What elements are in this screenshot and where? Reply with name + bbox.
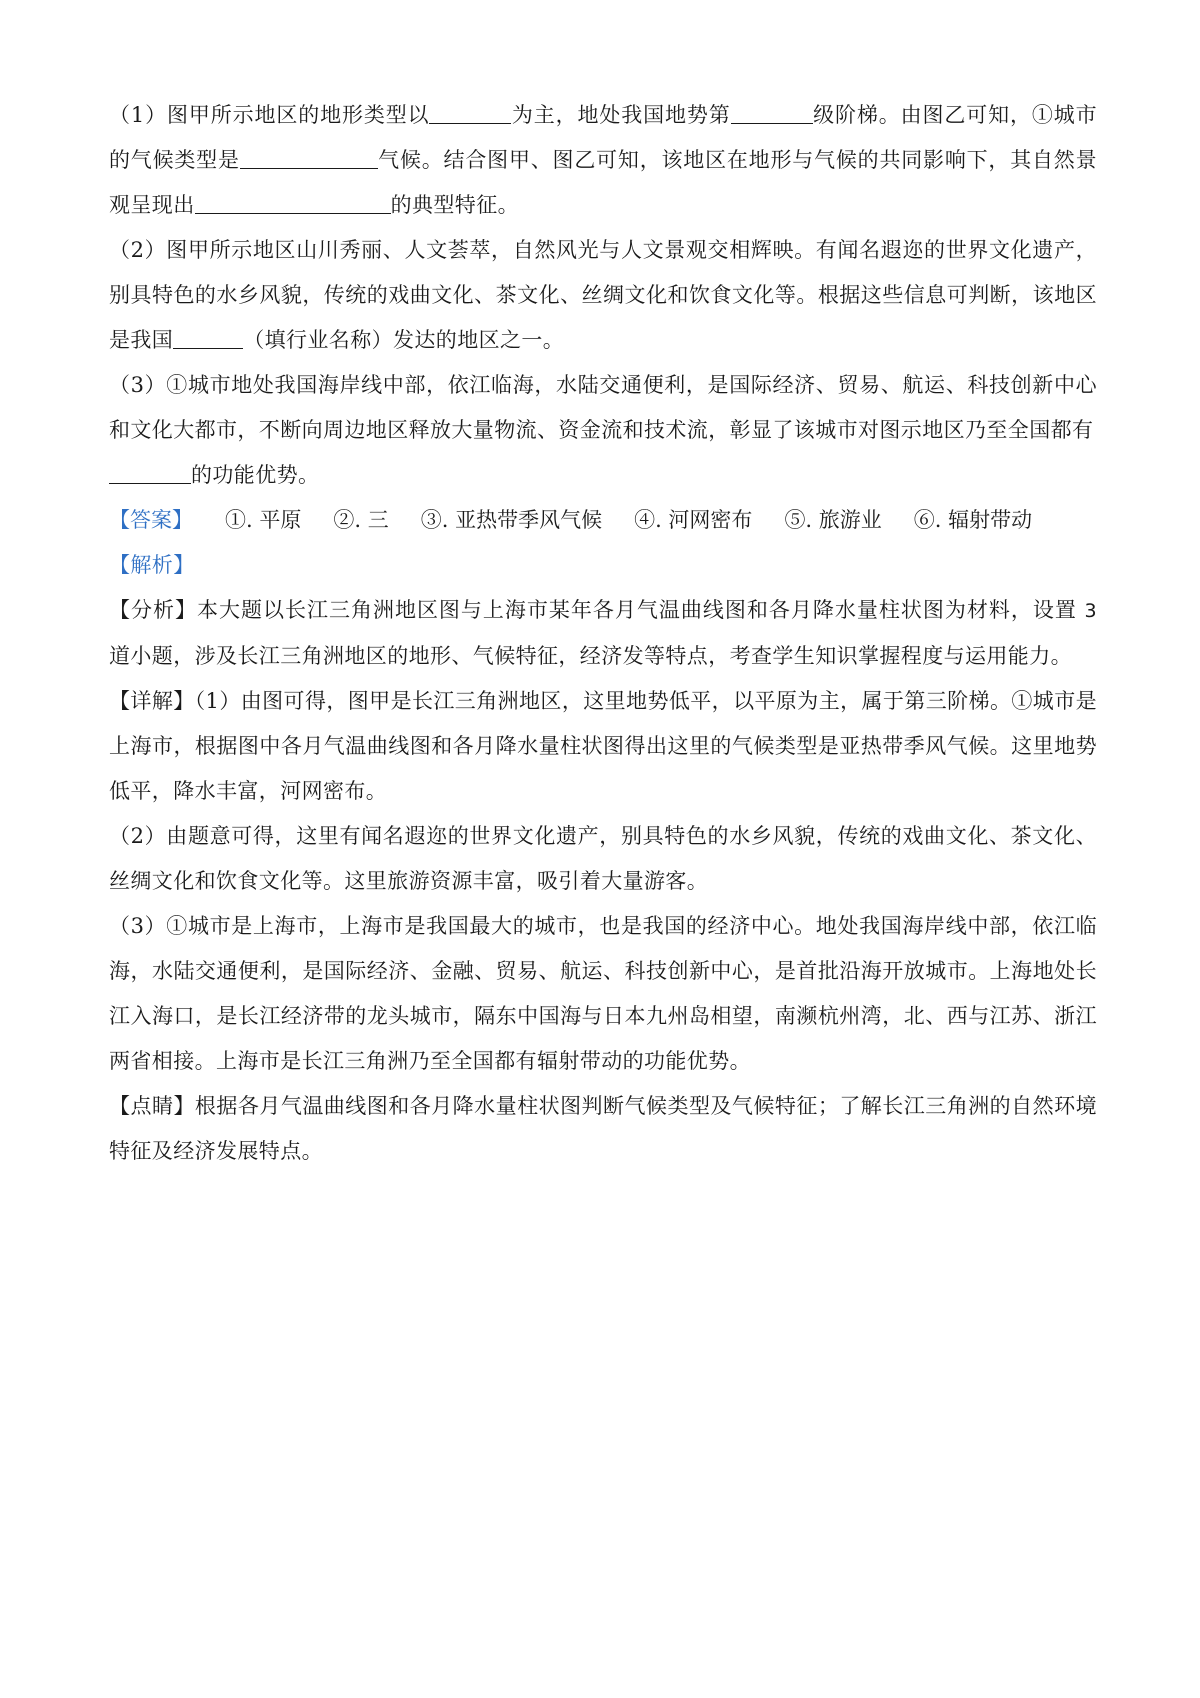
answer-blank-5	[173, 327, 243, 349]
question-2	[109, 228, 1097, 363]
detail-label: 【详解】	[109, 689, 195, 713]
answer-item: ⑤. 旅游业	[784, 508, 882, 532]
analysis-label: 【分析】	[109, 598, 197, 622]
answer-blank-2	[731, 102, 813, 124]
question-1-text: 气候。结合图甲、图乙可知，该地区在地形与气候的共同影响下，其自然景观呈现出	[109, 148, 1098, 217]
question-3	[109, 363, 1097, 498]
answer-item: ⑥. 辐射带动	[913, 508, 1033, 532]
dianjing-section	[109, 1084, 1097, 1174]
detail-paragraph-2: （2）由题意可得，这里有闻名遐迩的世界文化遗产，别具特色的水乡风貌，传统的戏曲文化、茶文化、丝绸文化和饮食文化等。这里旅游资源丰富，吸引着大量游客。	[109, 824, 1097, 893]
analysis-number: 3	[1084, 600, 1097, 622]
analysis-section	[109, 588, 1097, 679]
analysis-text: 道小题，涉及长江三角洲地区的地形、气候特征，经济发等特点，考查学生知识掌握程度与运用能力。	[109, 644, 1072, 668]
answer-item: ④. 河网密布	[634, 508, 753, 532]
dianjing-label: 【点睛】	[109, 1094, 195, 1118]
dianjing-text: 根据各月气温曲线图和各月降水量柱状图判断气候类型及气候特征；了解长江三角洲的自然环境特征及经济发展特点。	[109, 1094, 1097, 1163]
question-3-text: （3）①城市地处我国海岸线中部，依江临海，水陆交通便利，是国际经济、贸易、航运、科技创新中心和文化大都市，不断向周边地区释放大量物流、资金流和技术流，彰显了该城市对图示地区乃至全国都有	[109, 373, 1097, 442]
question-1-text: （1）图甲所示地区的地形类型以	[109, 103, 430, 127]
question-2-text: （填行业名称）发达的地区之一。	[243, 328, 565, 352]
answer-blank-1	[429, 102, 511, 124]
answer-item: ③. 亚热带季风气候	[420, 508, 603, 532]
detail-text: （1）由图可得，图甲是长江三角洲地区，这里地势低平，以平原为主，属于第三阶梯。①城市是上海市，根据图中各月气温曲线图和各月降水量柱状图得出这里的气候类型是亚热带季风气候。这里地势低平，降水丰富，河网密布。	[109, 689, 1097, 803]
detail-section	[109, 679, 1097, 814]
analysis-text: 本大题以长江三角洲地区图与上海市某年各月气温曲线图和各月降水量柱状图为材料，设置	[196, 598, 1077, 622]
detail-paragraph-3: （3）①城市是上海市，上海市是我国最大的城市，也是我国的经济中心。地处我国海岸线中部，依江临海，水陆交通便利，是国际经济、金融、贸易、航运、科技创新中心，是首批沿海开放城市。上海地处长江入海口，是长江经济带的龙头城市，隔东中国海与日本九州岛相望，南濒杭州湾，北、西与江苏、浙江两省相接。上海市是长江三角洲乃至全国都有辐射带动的功能优势。	[109, 914, 1097, 1073]
answer-label: 【答案】	[109, 508, 193, 532]
question-1-text: 的典型特征。	[390, 193, 520, 217]
answer-blank-6	[109, 462, 191, 484]
question-1-text: 为主，地处我国地势第	[511, 103, 731, 127]
jiexi-label: 【解析】	[109, 553, 195, 577]
answer-item: ②. 三	[333, 508, 389, 532]
answer-blank-3	[240, 147, 378, 169]
answer-blank-4	[195, 192, 391, 214]
question-2-text: （2）图甲所示地区山川秀丽、人文荟萃，自然风光与人文景观交相辉映。有闻名遐迩的世界文化遗产，别具特色的水乡风貌，传统的戏曲文化、茶文化、丝绸文化和饮食文化等。根据这些信息可判断，该地区是我国	[109, 238, 1097, 352]
question-1	[109, 93, 1097, 228]
answer-item: ①. 平原	[225, 508, 302, 532]
answer-section	[109, 498, 1097, 543]
document-page	[109, 93, 1097, 1174]
question-3-text: 的功能优势。	[191, 463, 320, 487]
question-1-text: 级阶梯。由图乙可知，①城市的气候类型是	[109, 103, 1097, 172]
